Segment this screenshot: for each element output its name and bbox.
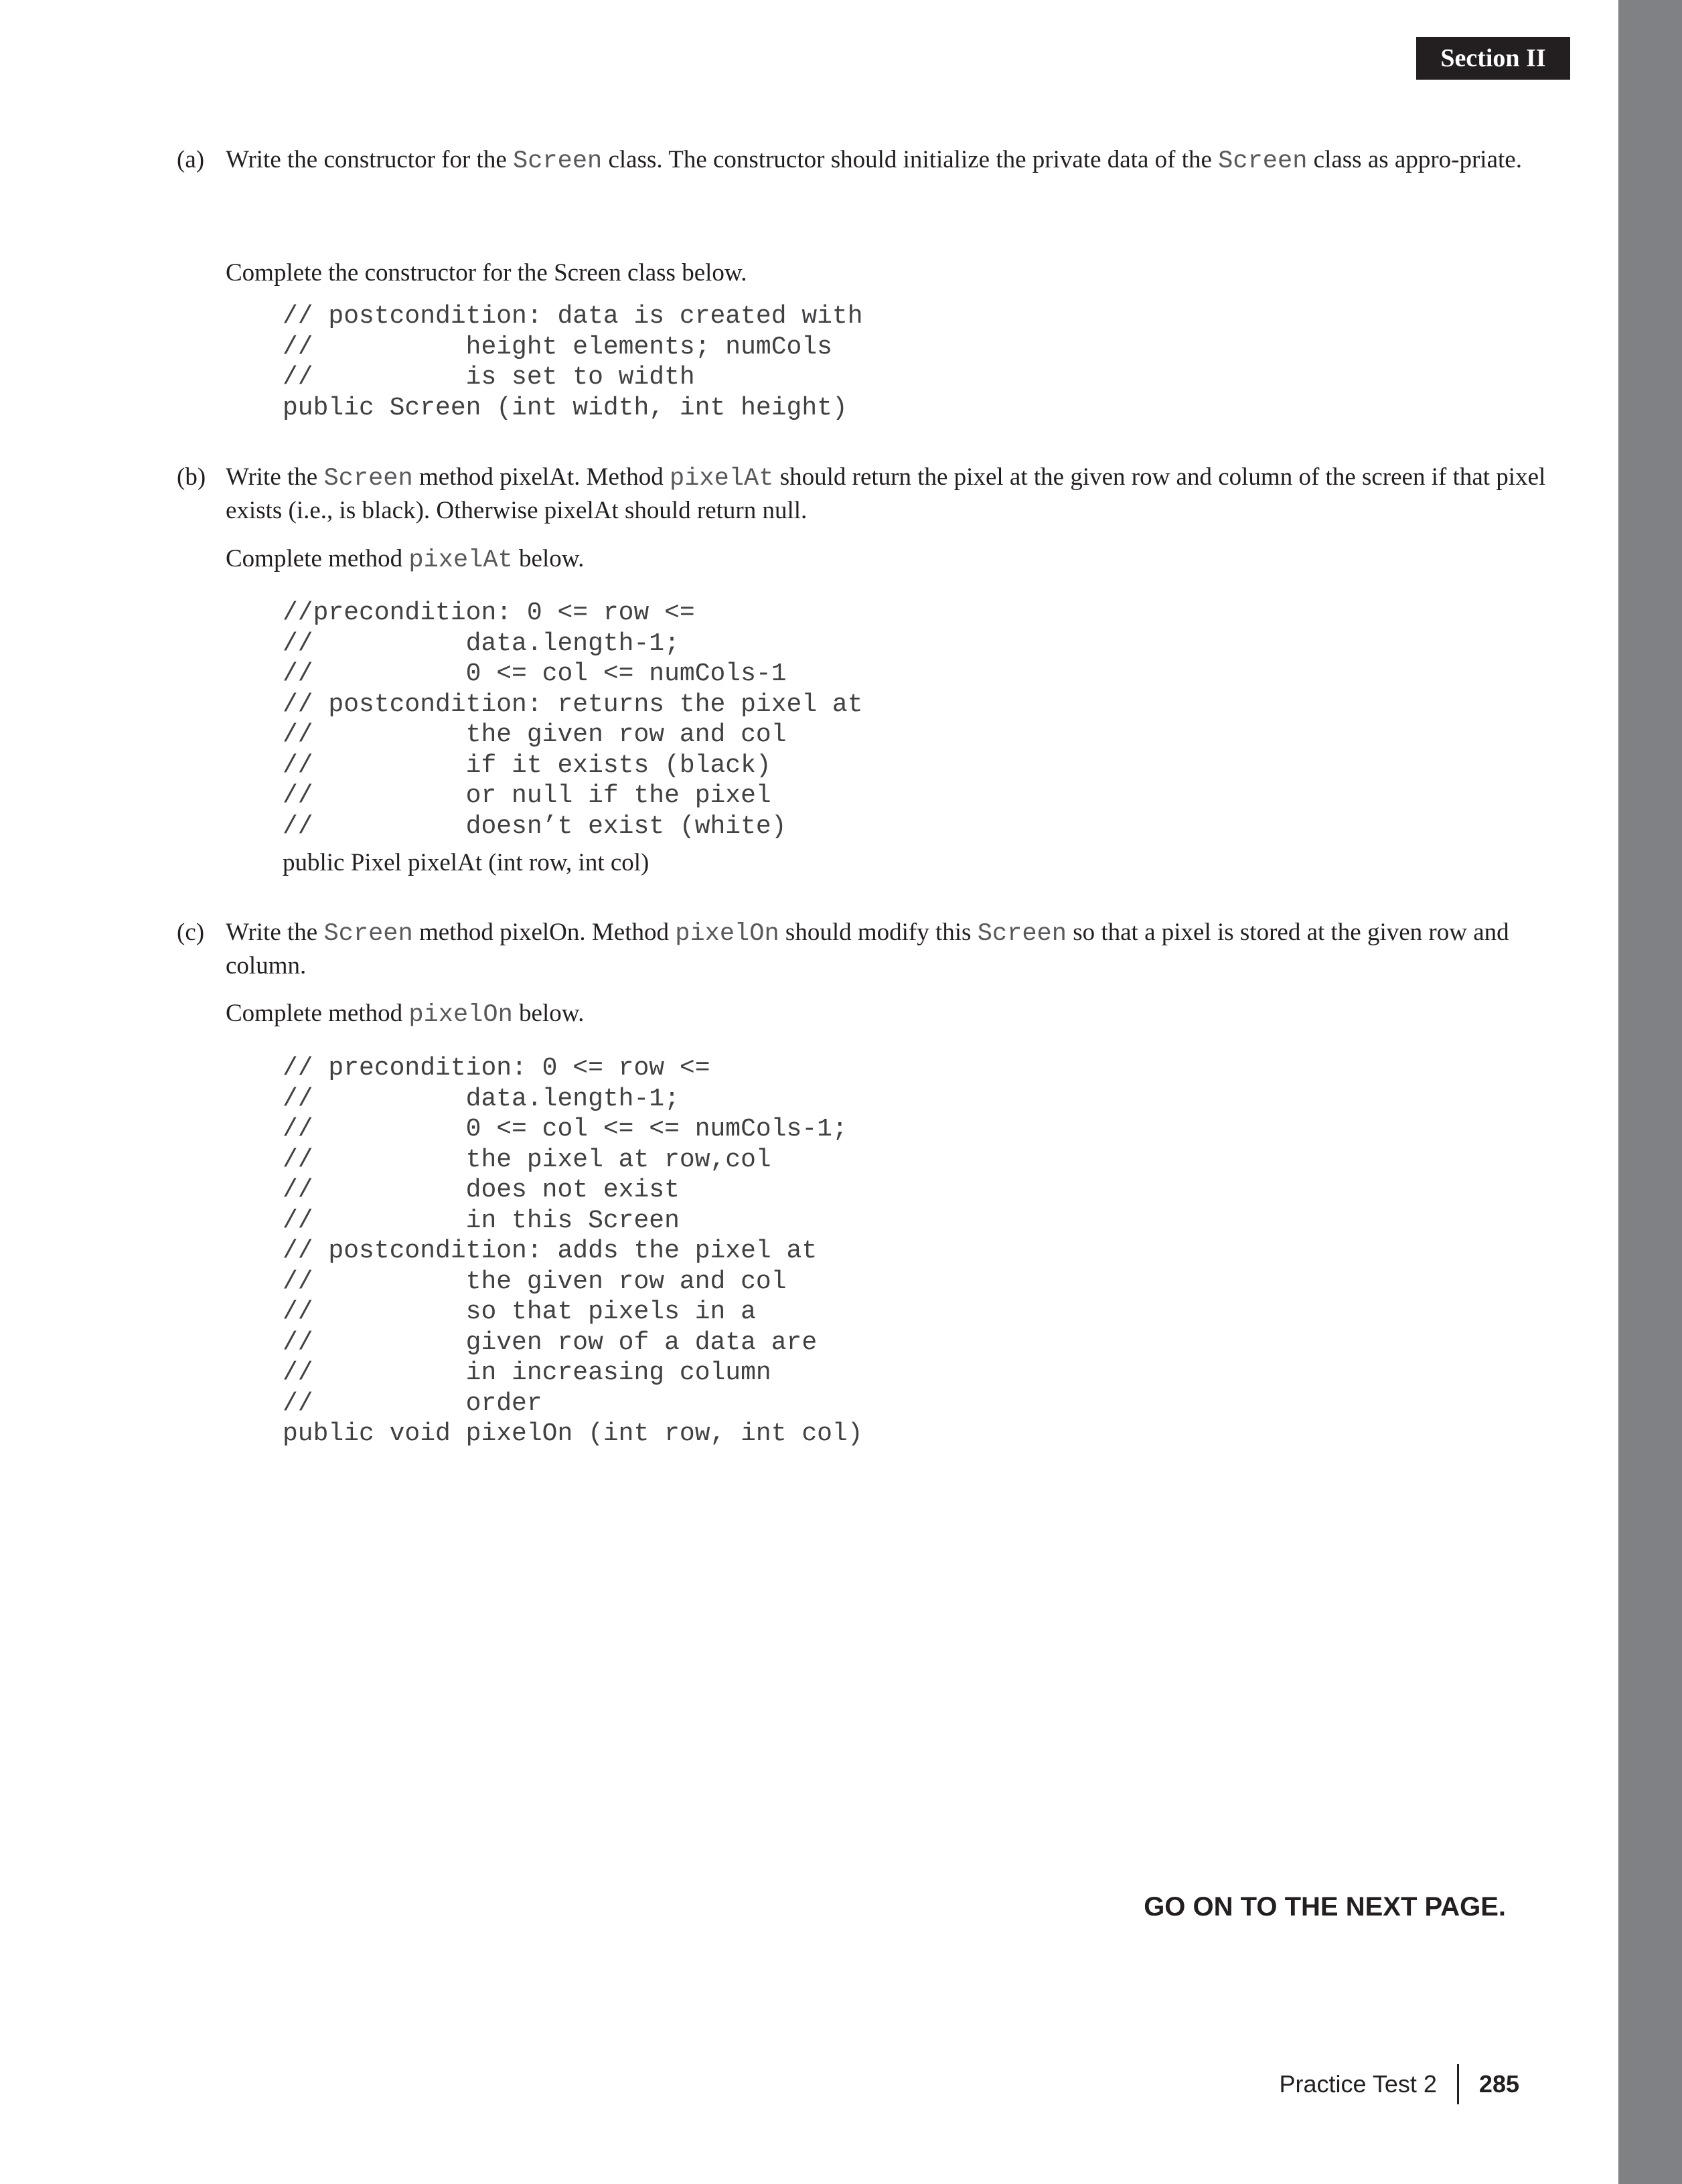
code-term: Screen xyxy=(1218,147,1308,175)
part-a-instruction: Complete the constructor for the Screen class below. xyxy=(226,259,747,287)
part-b-prompt: Write the Screen method pixelAt. Method pixelAt should return the pixel at the given row and column of the screen if that pixel exists (i.e., is black). Otherwise pixelAt should return null. xyxy=(226,463,1546,524)
section-label: Section II xyxy=(1416,37,1570,80)
code-term: Screen xyxy=(323,920,413,948)
code-term: pixelOn xyxy=(408,1001,513,1029)
part-a-label: (a) xyxy=(177,146,205,173)
footer-divider xyxy=(1457,2064,1459,2104)
page-edge-bar xyxy=(1618,0,1682,2184)
code-term: Screen xyxy=(323,465,413,493)
part-c-code: // precondition: 0 <= row <= // data.length-1; // 0 <= col <= <= numCols-1; // the pixel at row,col // does not exist // in this Screen // postcondition: adds the pixel at // the given row and col // so that pixels in a // given row of a data are // in increasing column // order public void pixelOn (int row, int col) xyxy=(283,1054,863,1448)
code-term: pixelAt xyxy=(670,465,774,493)
code-term: pixelOn xyxy=(675,920,779,948)
code-term: Screen xyxy=(977,920,1067,948)
page-number: 285 xyxy=(1478,2070,1519,2098)
part-c-instruction: Complete method pixelOn below. xyxy=(226,1000,585,1029)
code-term: Screen xyxy=(513,147,603,175)
test-name: Practice Test 2 xyxy=(1279,2070,1437,2098)
part-c-label: (c) xyxy=(177,919,205,946)
part-c-prompt: Write the Screen method pixelOn. Method pixelOn should modify this Screen so that a pixel is stored at the given row and column. xyxy=(226,919,1509,980)
part-a-prompt: Write the constructor for the Screen class. The constructor should initialize the private data of the Screen class as appro-priate. xyxy=(226,146,1522,175)
code-term: pixelAt xyxy=(408,546,513,574)
part-b-code: //precondition: 0 <= row <= // data.length-1; // 0 <= col <= numCols-1 // postcondition: returns the pixel at // the given row and col // if it exists (black) // or null if the pixel // doesn’t exist (white) xyxy=(283,599,863,841)
part-b-signature: public Pixel pixelAt (int row, int col) xyxy=(283,849,649,876)
page-footer xyxy=(1279,2065,1519,2103)
part-b-instruction: Complete method pixelAt below. xyxy=(226,545,585,574)
part-a-code: // postcondition: data is created with // height elements; numCols // is set to width public Screen (int width, int height) xyxy=(283,302,863,422)
next-page-notice: GO ON TO THE NEXT PAGE. xyxy=(1144,1892,1506,1922)
part-b-label: (b) xyxy=(177,463,206,491)
